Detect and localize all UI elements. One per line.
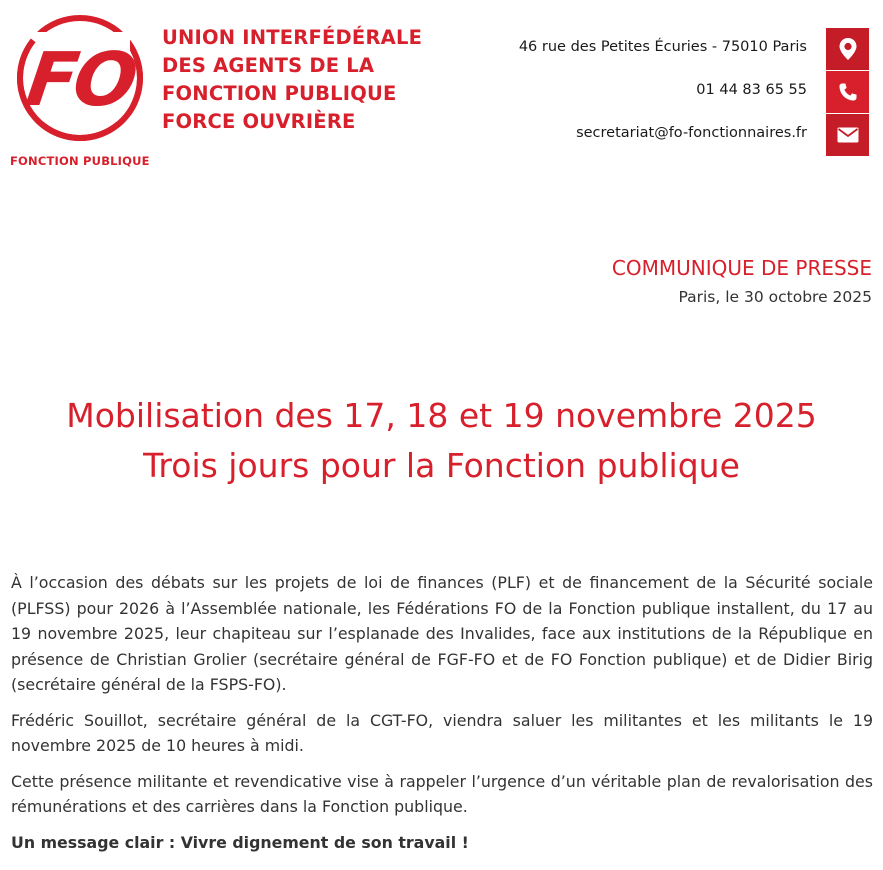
org-name-line: UNION INTERFÉDÉRALE (162, 26, 423, 49)
contact-address: 46 rue des Petites Écuries - 75010 Paris (518, 39, 807, 55)
envelope-icon (826, 114, 869, 156)
organization-name (162, 24, 462, 136)
org-name-line: DES AGENTS DE LA (162, 54, 375, 77)
body-paragraph: Cette présence militante et revendicative vise à rappeler l’urgence d’un véritable plan de revalorisation des rémunérations et des carrières dans la Fonction publique. (11, 771, 873, 816)
press-release-label: COMMUNIQUE DE PRESSE (611, 256, 872, 280)
body-paragraph: À l’occasion des débats sur les projets de loi de finances (PLF) et de financement de la Sécurité sociale (PLFSS) pour 2026 à l’Assemblée nationale, les Fédérations FO de la Fonction publique installent, du 17 au 19 novembre 2025, leur chapiteau sur l’esplanade des Invalides, face aux institutions de la République en présence de Christian Grolier (secrétaire général de FGF-FO et de FO Fonction publique) et de Didier Birig (secrétaire général de la FSPS-FO). (11, 573, 873, 694)
main-title-line-1: Mobilisation des 17, 18 et 19 novembre 2025 (66, 396, 817, 435)
fo-logo-emblem (8, 10, 153, 150)
logo-subtitle: FONCTION PUBLIQUE (10, 154, 150, 168)
fo-logo-text: FO (21, 36, 140, 123)
org-name-line: FONCTION PUBLIQUE (162, 82, 397, 105)
press-release-date: Paris, le 30 octobre 2025 (678, 288, 872, 306)
closing-message: Un message clair : Vivre dignement de son travail ! (11, 832, 469, 852)
main-title-line-2: Trois jours pour la Fonction publique (143, 446, 740, 485)
contact-phone[interactable]: 01 44 83 65 55 (696, 82, 807, 98)
org-name-line: FORCE OUVRIÈRE (162, 110, 356, 133)
press-release-body (11, 570, 873, 865)
body-paragraph: Frédéric Souillot, secrétaire général de la CGT-FO, viendra saluer les militantes et les militants le 19 novembre 2025 de 10 heures à midi. (11, 710, 873, 755)
contact-email[interactable]: secretariat@fo-fonctionnaires.fr (576, 125, 807, 141)
phone-icon (826, 71, 869, 113)
location-pin-icon (826, 28, 869, 70)
